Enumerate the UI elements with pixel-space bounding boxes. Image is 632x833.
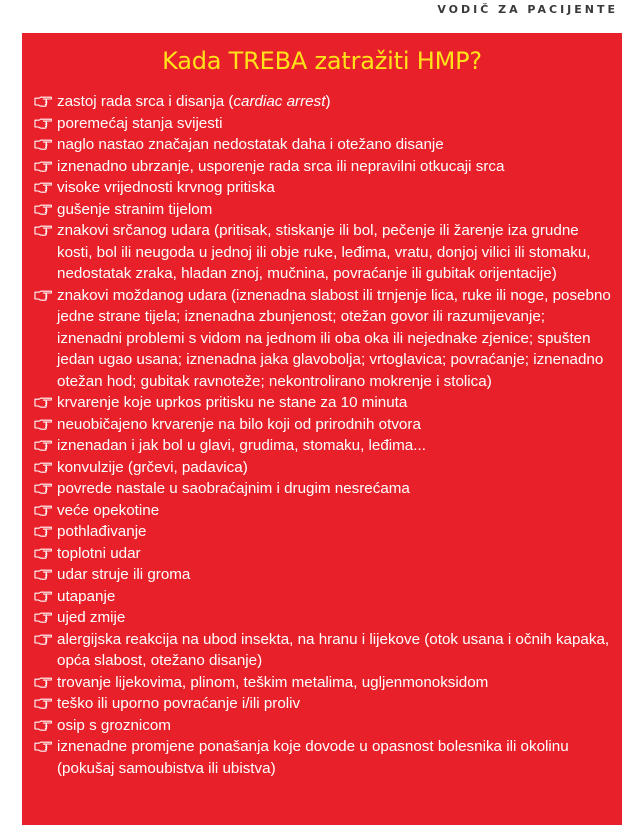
list-item-text: iznenadno ubrzanje, usporenje rada srca ili nepravilni otkucaji srca — [57, 157, 505, 175]
list-item-italic-text: cardiac arrest — [233, 93, 326, 110]
pointing-hand-icon — [34, 504, 52, 516]
pointing-hand-icon — [34, 224, 52, 236]
list-item-text: alergijska reakcija na ubod insekta, na hranu i lijekove (otok usana i očnih kapaka, opća slabost, otežano disanje) — [57, 630, 610, 669]
list-item — [34, 285, 614, 393]
list-item — [34, 607, 614, 629]
list-item — [34, 586, 614, 608]
pointing-hand-icon — [34, 95, 52, 107]
list-item-text: iznenadne promjene ponašanja koje dovode u opasnost bolesnika ili okolinu (pokušaj samoubistva ili ubistva) — [57, 738, 569, 777]
list-item — [34, 521, 614, 543]
list-item — [34, 629, 614, 672]
list-item — [34, 564, 614, 586]
pointing-hand-icon — [34, 676, 52, 688]
emergency-list — [34, 91, 614, 779]
pointing-hand-icon — [34, 181, 52, 193]
list-item-text: veće opekotine — [57, 501, 160, 519]
list-item — [34, 543, 614, 565]
list-item-text: zastoj rada srca i disanja ( — [57, 93, 234, 110]
pointing-hand-icon — [34, 439, 52, 451]
pointing-hand-icon — [34, 697, 52, 709]
list-item-text: povrede nastale u saobraćajnim i drugim nesrećama — [57, 480, 410, 497]
list-item — [34, 478, 614, 500]
list-item-text: udar struje ili groma — [57, 566, 191, 583]
list-item — [34, 156, 614, 178]
list-item — [34, 693, 614, 715]
list-item — [34, 435, 614, 457]
list-item-text: iznenadan i jak bol u glavi, grudima, stomaku, leđima... — [57, 437, 426, 454]
list-item — [34, 199, 614, 221]
list-item-text: trovanje lijekovima, plinom, teškim metalima, ugljenmonoksidom — [57, 673, 489, 691]
pointing-hand-icon — [34, 547, 52, 559]
pointing-hand-icon — [34, 633, 52, 645]
list-item — [34, 500, 614, 522]
list-item — [34, 414, 614, 436]
list-item — [34, 457, 614, 479]
list-item-text: teško ili uporno povraćanje i/ili proliv — [57, 695, 301, 712]
pointing-hand-icon — [34, 525, 52, 537]
list-item — [34, 113, 614, 135]
pointing-hand-icon — [34, 568, 52, 580]
list-item — [34, 715, 614, 737]
list-item-text: gušenje stranim tijelom — [57, 200, 213, 218]
pointing-hand-icon — [34, 461, 52, 473]
list-item — [34, 91, 614, 113]
pointing-hand-icon — [34, 611, 52, 623]
list-item-text: utapanje — [57, 587, 116, 605]
pointing-hand-icon — [34, 482, 52, 494]
list-item-text-suffix: ) — [325, 93, 331, 110]
list-item — [34, 220, 614, 285]
pointing-hand-icon — [34, 289, 52, 301]
list-item-text: pothlađivanje — [57, 523, 147, 540]
list-item-text: naglo nastao značajan nedostatak daha i otežano disanje — [57, 136, 444, 153]
list-item — [34, 736, 614, 779]
list-item — [34, 392, 614, 414]
list-item-text: ujed zmije — [57, 609, 126, 626]
header-label: VODIČ ZA PACIJENTE — [437, 3, 618, 16]
pointing-hand-icon — [34, 590, 52, 602]
pointing-hand-icon — [34, 203, 52, 215]
pointing-hand-icon — [34, 138, 52, 150]
page-title: Kada TREBA zatražiti HMP? — [162, 47, 482, 75]
list-item-text: neuobičajeno krvarenje na bilo koji od prirodnih otvora — [57, 415, 421, 433]
list-item-text: krvarenje koje uprkos pritisku ne stane za 10 minuta — [57, 394, 408, 411]
list-item-text: toplotni udar — [57, 544, 141, 562]
list-item-text: visoke vrijednosti krvnog pritiska — [57, 179, 275, 196]
pointing-hand-icon — [34, 418, 52, 430]
list-item — [34, 134, 614, 156]
list-item-text: konvulzije (grčevi, padavica) — [57, 458, 248, 476]
pointing-hand-icon — [34, 160, 52, 172]
pointing-hand-icon — [34, 117, 52, 129]
list-item — [34, 177, 614, 199]
list-item-text: poremećaj stanja svijesti — [57, 114, 223, 132]
pointing-hand-icon — [34, 740, 52, 752]
list-item — [34, 672, 614, 694]
pointing-hand-icon — [34, 396, 52, 408]
emergency-info-box — [22, 33, 622, 825]
list-item-text: znakovi moždanog udara (iznenadna slabost ili trnjenje lica, ruke ili noge, posebno jedne strane tijela; iznenadna zbunjenost; otežan govor ili razumijevanje; iznenadni problemi s vidom na jednom ili oba oka ili nejednake zjenice; spušten jedan ugao usana; iznenadna jaka glavobolja; vrtoglavica; povraćanje; iznenadno otežan hod; gubitak ravnoteže; nekontrolirano mokrenje i stolica) — [57, 286, 611, 390]
list-item-text: osip s groznicom — [57, 716, 171, 734]
list-item-text: znakovi srčanog udara (pritisak, stiskanje ili bol, pečenje ili žarenje iza grudne kosti, bol ili neugoda u jednoj ili obje ruke, leđima, vratu, donjoj vilici ili stomaku, nedostatak zraka, hladan znoj, mučnina, povraćanje ili gubitak orijentacije) — [57, 222, 591, 282]
pointing-hand-icon — [34, 719, 52, 731]
